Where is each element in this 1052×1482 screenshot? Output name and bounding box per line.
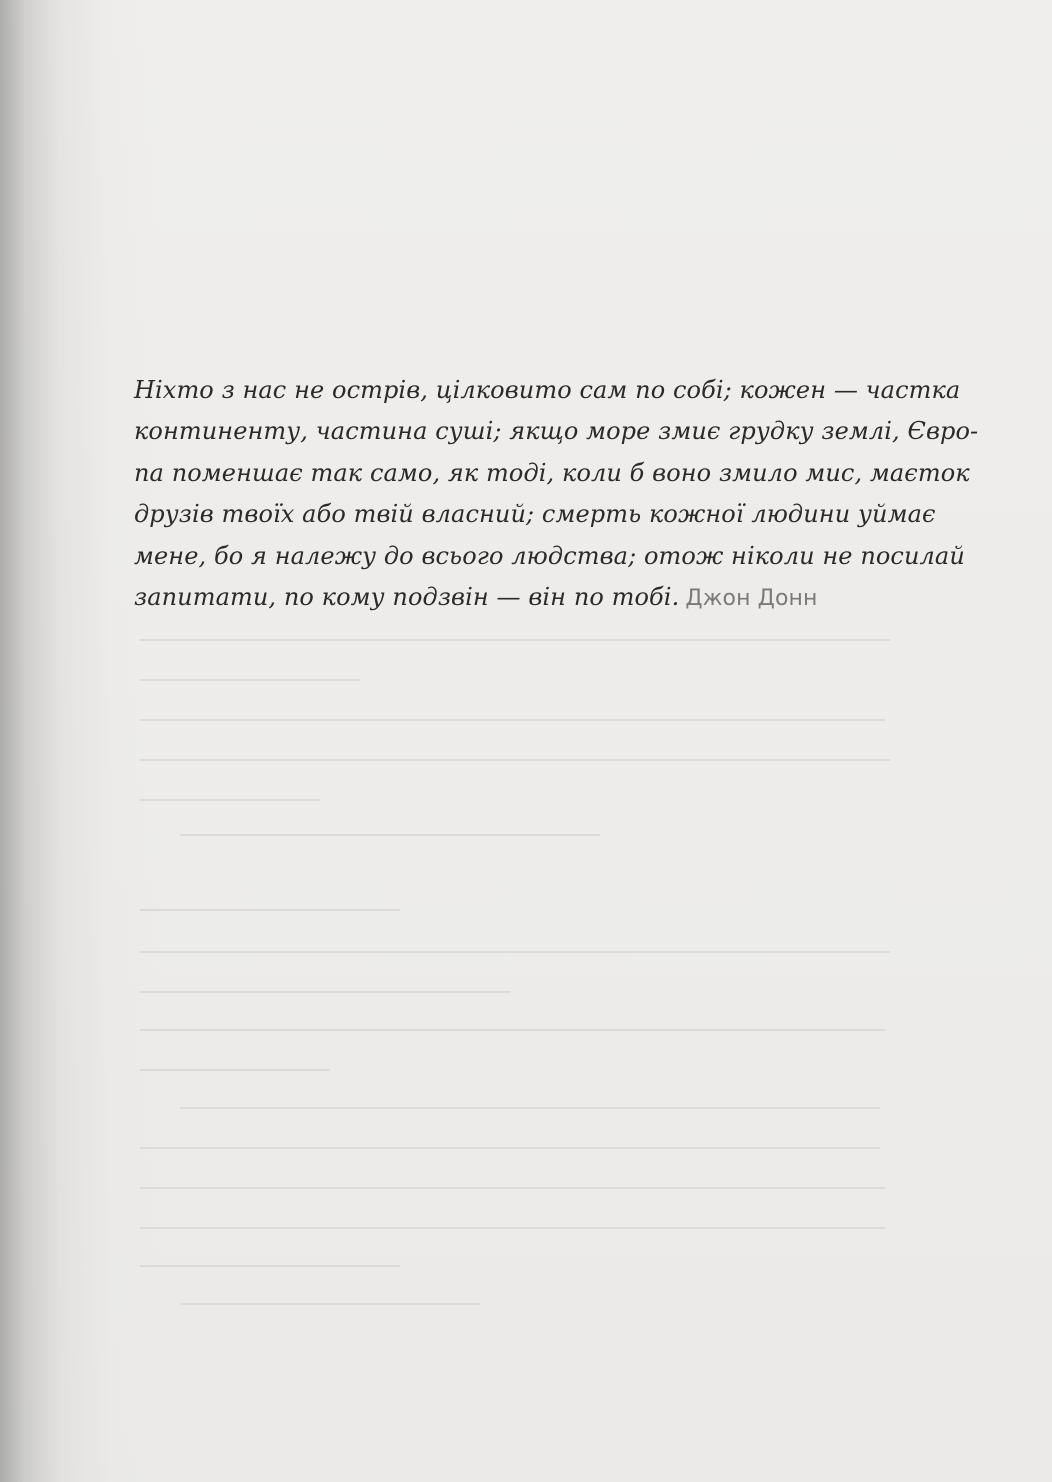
epigraph-line: Ніхто з нас не острів, цілковито сам по собі; кожен — частка	[134, 376, 961, 404]
epigraph-line: континенту, частина суші; якщо море змиє грудку землі, Євро-	[134, 417, 979, 446]
epigraph-line: запитати, по кому подзвін — він по тобі.	[134, 583, 680, 612]
epigraph	[134, 370, 979, 619]
epigraph-line: мене, бо я належу до всього людства; отож ніколи не посилай	[134, 541, 965, 570]
epigraph-line: па поменшає так само, як тоді, коли б воно змило мис, маєток	[134, 458, 970, 487]
epigraph-last-line	[134, 577, 900, 619]
epigraph-author: Джон Донн	[685, 586, 818, 612]
epigraph-line: друзів твоїх або твій власний; смерть кожної людини уймає	[134, 500, 936, 529]
